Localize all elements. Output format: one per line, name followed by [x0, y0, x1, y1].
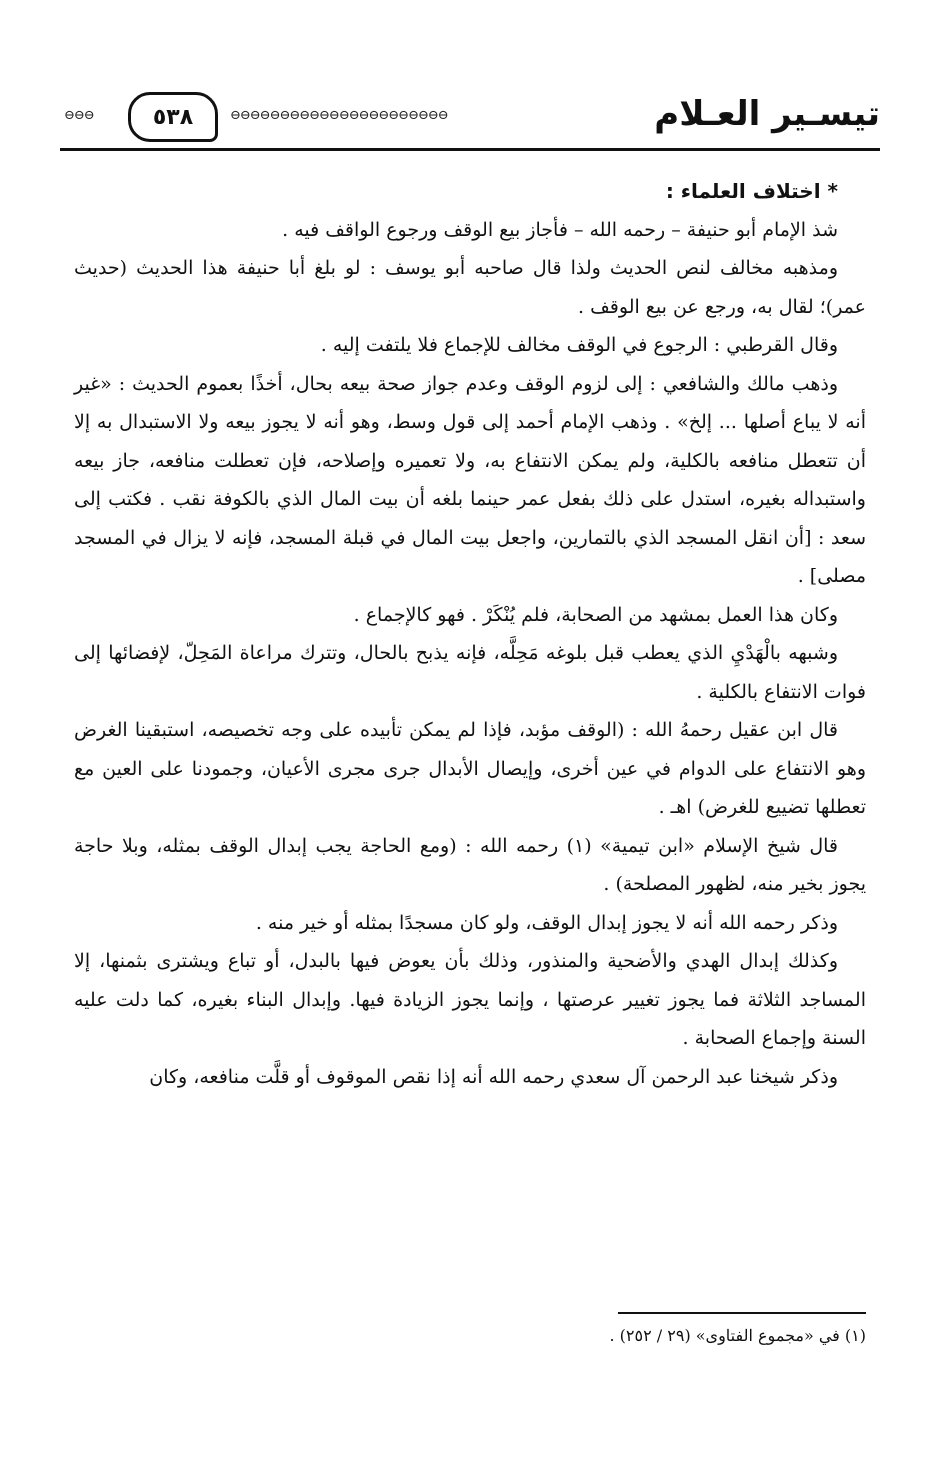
page-header — [60, 86, 880, 166]
section-heading: * اختلاف العلماء : — [665, 179, 838, 203]
ornament-chain-small: ⊖⊖⊖ — [64, 108, 94, 123]
paragraph: وكذلك إبدال الهدي والأضحية والمنذور، وذلك بأن يعوض فيها بالبدل، أو تباع ويشترى بثمنها، إلا المساجد الثلاثة فما يجوز تغيير عرصتها ، وإنما يجوز الزيادة فيها. وإبدال البناء بغيره، كما دلت عليه السنة وإجماع الصحابة . — [74, 950, 866, 1049]
footnote: (١) في «مجموع الفتاوى» (٢٩ / ٢٥٢) . — [609, 1326, 866, 1345]
page-number-badge — [128, 92, 218, 142]
paragraph: وذكر شيخنا عبد الرحمن آل سعدي رحمه الله أنه إذا نقص الموقوف أو قلَّت منافعه، وكان — [149, 1065, 838, 1088]
paragraph: وشبهه بالْهَدْيِ الذي يعطب قبل بلوغه مَحِلَّه، فإنه يذبح بالحال، وتترك مراعاة المَحِلّ، لإفضائها إلى فوات الانتفاع بالكلية . — [74, 642, 866, 703]
paragraph: وذكر رحمه الله أنه لا يجوز إبدال الوقف، ولو كان مسجدًا بمثله أو خير منه . — [255, 911, 838, 934]
paragraph: قال ابن عقيل رحمهُ الله : (الوقف مؤبد، فإذا لم يمكن تأبيده على وجه تخصيصه، استبقينا الغرض وهو الانتفاع على الدوام في عين أخرى، وإيصال الأبدال جرى مجرى الأعيان، وجمودنا على العين مع تعطلها تضييع للغرض) اهـ . — [74, 719, 866, 818]
paragraph: قال شيخ الإسلام «ابن تيمية» (١) رحمه الله : (ومع الحاجة يجب إبدال الوقف بمثله، وبلا حاجة يجوز بخير منه، لظهور المصلحة) . — [74, 834, 866, 895]
paragraph: وذهب مالك والشافعي : إلى لزوم الوقف وعدم جواز صحة بيعه بحال، أخذًا بعموم الحديث : «غير أنه لا يباع أصلها ... إلخ» . وذهب الإمام أحمد إلى قول وسط، وهو أنه لا يجوز بيعه ولا الاستبدال به إلا أن تتعطل منافعه بالكلية، ولم يمكن الانتفاع به، ولا تعميره وإصلاحه، فإن تعطلت منافعه، جاز بيعه واستبداله بغيره، استدل على ذلك بفعل عمر حينما بلغه أن بيت المال الذي بالكوفة نقب . فكتب إلى سعد : [أن انقل المسجد الذي بالتمارين، واجعل بيت المال في قبلة المسجد، فإنه لا يزال في المسجد مصلى] . — [74, 372, 866, 587]
page-number: ٥٣٨ — [152, 104, 194, 130]
paragraph: وقال القرطبي : الرجوع في الوقف مخالف للإجماع فلا يلتفت إليه . — [320, 334, 838, 356]
ornament-chain: ⊖⊖⊖⊖⊖⊖⊖⊖⊖⊖⊖⊖⊖⊖⊖⊖⊖⊖⊖⊖⊖⊖ — [230, 108, 448, 123]
paragraph: وكان هذا العمل بمشهد من الصحابة، فلم يُنْكَرْ . فهو كالإجماع . — [353, 603, 838, 626]
paragraph: ومذهبه مخالف لنص الحديث ولذا قال صاحبه أبو يوسف : لو بلغ أبا حنيفة هذا الحديث (حديث عمر)؛ لقال به، ورجع عن بيع الوقف . — [74, 257, 866, 318]
header-rule — [60, 148, 880, 151]
main-text — [74, 172, 866, 1096]
footnote-rule — [618, 1312, 866, 1314]
book-title: تيسـير العـلام — [654, 94, 880, 134]
paragraph: شذ الإمام أبو حنيفة – رحمه الله – فأجاز بيع الوقف ورجوع الواقف فيه . — [282, 218, 838, 241]
